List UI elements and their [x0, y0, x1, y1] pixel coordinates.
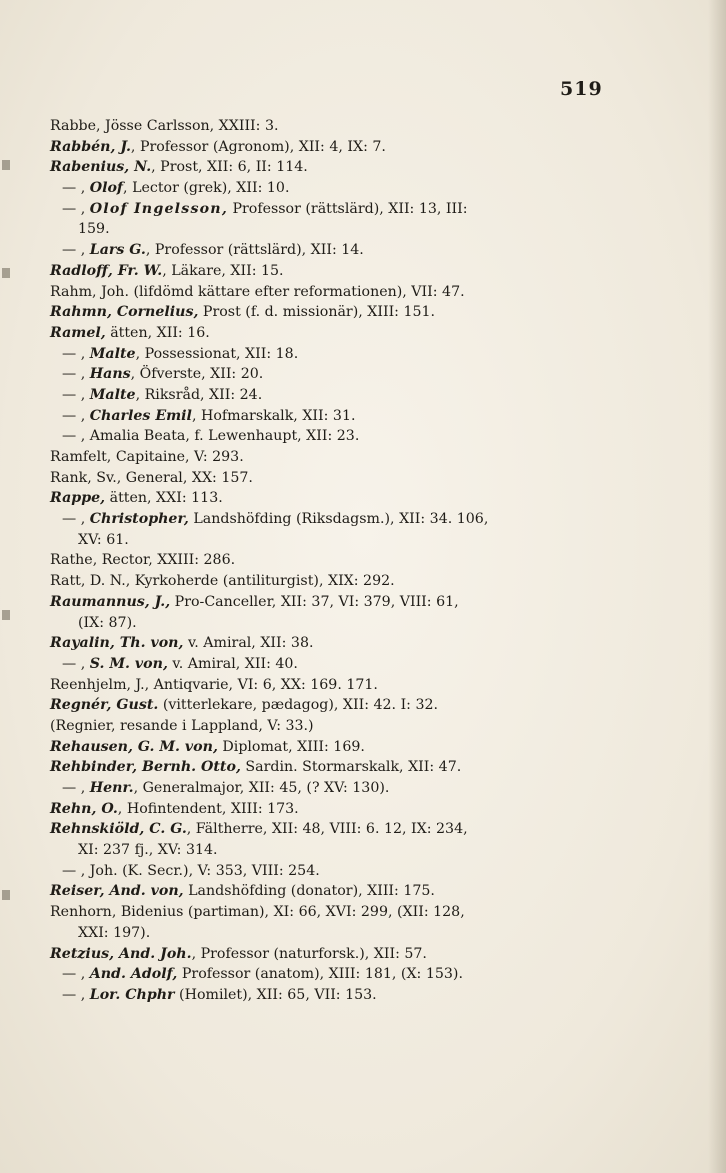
index-entry: — , Amalia Beata, f. Lewenhaupt, XII: 23.	[62, 428, 360, 445]
index-entry: Rehnskiöld, C. G., Fältherre, XII: 48, VIII: 6. 12, IX: 234,	[50, 821, 468, 838]
index-entry: Rabbén, J., Professor (Agronom), XII: 4, IX: 7.	[50, 138, 386, 155]
page-edge-shadow	[708, 0, 726, 1173]
index-entry: Ratt, D. N., Kyrkoherde (antiliturgist), XIX: 292.	[50, 573, 395, 590]
index-entry: Rehbinder, Bernh. Otto, Sardin. Stormarskalk, XII: 47.	[50, 759, 462, 776]
index-entry: Reiser, And. von, Landshöfding (donator), XIII: 175.	[50, 883, 435, 900]
margin-mark	[2, 160, 10, 170]
index-entry: — , Charles Emil, Hofmarskalk, XII: 31.	[62, 407, 356, 424]
index-entry: Radloff, Fr. W., Läkare, XII: 15.	[50, 262, 284, 279]
index-entry: Rathe, Rector, XXIII: 286.	[50, 552, 236, 569]
index-entry: Regnér, Gust. (vitterlekare, pædagog), XII: 42. I: 32.	[50, 697, 439, 714]
index-entry: Rank, Sv., General, XX: 157.	[50, 469, 253, 486]
index-entry: — , Joh. (K. Secr.), V: 353, VIII: 254.	[62, 862, 320, 879]
index-entry: — , Henr., Generalmajor, XII: 45, (? XV: 130).	[62, 780, 390, 796]
index-entry: Rahmn, Cornelius, Prost (f. d. missionär), XIII: 151.	[50, 304, 436, 321]
index-entry: Rayalin, Th. von, v. Amiral, XII: 38.	[50, 635, 314, 652]
index-entry: Reenhjelm, J., Antiqvarie, VI: 6, XX: 169. 171.	[50, 676, 378, 693]
index-entry: — , Lars G., Professor (rättslärd), XII: 14.	[62, 242, 364, 259]
page-number: 519	[560, 78, 603, 100]
index-entry: — , Hans, Öfverste, XII: 20.	[62, 366, 264, 383]
index-entries	[50, 116, 710, 1006]
index-entry: Rappe, ätten, XXI: 113.	[50, 490, 223, 507]
index-entry-continuation: XI: 237 fj., XV: 314.	[78, 842, 218, 859]
margin-mark	[2, 268, 10, 278]
index-entry-continuation: XXI: 197).	[78, 924, 151, 941]
index-entry: Rabbe, Jösse Carlsson, XXIII: 3.	[50, 118, 279, 134]
margin-mark	[2, 610, 10, 620]
index-entry: Rehausen, G. M. von, Diplomat, XIII: 169.	[50, 738, 365, 755]
margin-mark	[2, 890, 10, 900]
index-entry: Renhorn, Bidenius (partiman), XI: 66, XVI: 299, (XII: 128,	[50, 904, 465, 921]
index-entry: — , Olof, Lector (grek), XII: 10.	[62, 180, 290, 197]
index-entry: — , Olof Ingelsson, Professor (rättslärd), XII: 13, III:	[62, 200, 468, 217]
index-entry: Raumannus, J., Pro-Canceller, XII: 37, VI: 379, VIII: 61,	[50, 593, 459, 610]
index-entry: — , Malte, Riksråd, XII: 24.	[62, 386, 263, 403]
index-entry: Ramfelt, Capitaine, V: 293.	[50, 449, 244, 465]
index-entry: — , S. M. von, v. Amiral, XII: 40.	[62, 655, 298, 672]
index-entry: Rabenius, N., Prost, XII: 6, II: 114.	[50, 159, 308, 176]
index-entry: — , Christopher, Landshöfding (Riksdagsm.), XII: 34. 106,	[62, 511, 489, 528]
index-entry: — , Malte, Possessionat, XII: 18.	[62, 345, 299, 362]
index-entry: Rahm, Joh. (lifdömd kättare efter reformationen), VII: 47.	[50, 283, 465, 300]
index-entry: Retzius, And. Joh., Professor (naturforsk.), XII: 57.	[50, 945, 427, 962]
index-entry-continuation: 159.	[78, 221, 110, 238]
index-entry: — , And. Adolf, Professor (anatom), XIII: 181, (X: 153).	[62, 966, 463, 983]
index-entry-continuation: XV: 61.	[78, 531, 129, 548]
index-entry: — , Lor. Chphr (Homilet), XII: 65, VII: 153.	[62, 986, 377, 1003]
index-entry-continuation: (IX: 87).	[78, 614, 137, 631]
index-entry: Ramel, ätten, XII: 16.	[50, 324, 210, 341]
index-entry: Rehn, O., Hofintendent, XIII: 173.	[50, 800, 299, 817]
index-entry: (Regnier, resande i Lappland, V: 33.)	[50, 717, 314, 734]
